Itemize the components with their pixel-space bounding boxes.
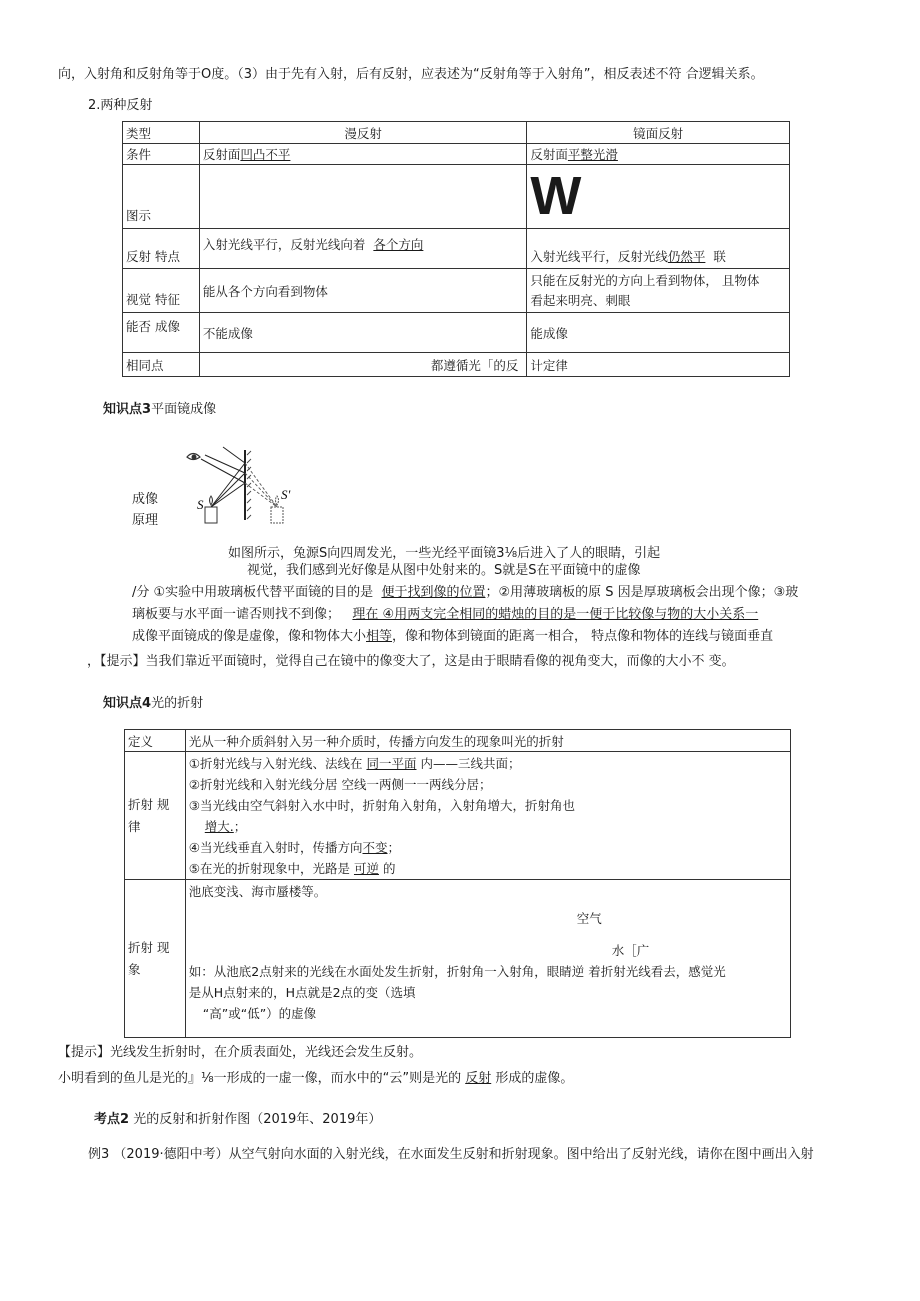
section-heading: 2.两种反射 [88,98,153,113]
header-diffuse: 漫反射 [199,122,526,144]
method-line-3: 成像平面镜成的像是虚像，像和物体大小相等，像和物体到镜面的距离一相合， 特点像和物体的连线与镜面垂直 [132,629,774,644]
cell-figure-diffuse [199,165,526,229]
kp4-heading: 知识点4光的折射 [103,696,204,711]
candle-left [205,496,217,523]
law-line-2: ②折射光线和入射光线分居 空线一两侧一一两线分居； [188,777,492,792]
row-label-condition: 条件 [123,144,200,165]
example-3: 例3 （2019·德阳中考）从空气射向水面的入射光线，在水面发生反射和折射现象。图中给出了反射光线，请你在图中画出入射 [88,1147,814,1162]
law-line-6: ⑤在光的折射现象中，光路是 可逆 的 [188,861,396,876]
label-S-prime: S' [281,487,291,502]
eye-icon [187,454,200,460]
cell-common-specular: 计定律 [527,353,790,377]
law-line-1: ①折射光线与入射光线、法线在 同一平面 内——三线共面； [188,756,521,771]
principle-label-1: 成像 [132,492,159,507]
row-label-definition: 定义 [125,730,186,752]
cell-common-diffuse: 都遵循光「的反 [199,353,526,377]
continuation-text: 向，入射角和反射角等于O度。（3）由于先有入射，后有反射，应表述为“反射角等于入射角”，相反表述不符 合逻辑关系。 [58,67,764,82]
method-line-2: 璃板要与水平面一谑否则找不到像； 理在 ④用两支完全相同的蜡烛的目的是一便于比较像与物的大小关系一 [132,607,759,622]
principle-label-2: 原理 [132,513,159,528]
row-label-figure: 图示 [123,165,200,229]
exam-point-2-heading: 考点2 光的反射和折射作图（2019年、2019年） [94,1112,382,1127]
law-line-5: ④当光线垂直入射时，传播方向不变； [188,840,401,855]
law-line-4: 增大.； [204,819,247,834]
figure-label-air: 空气 [576,911,602,926]
refraction-table [124,729,791,1038]
cell-definition: 光从一种介质斜射入另一种介质时，传播方向发生的现象叫光的折射 [185,730,790,752]
row-label-vision: 视觉 特征 [123,269,200,313]
principle-desc-2: 视觉，我们感到光好像是从图中处射来的。S就是S在平面镜中的虚像 [247,563,641,578]
plane-mirror-figure [183,445,303,525]
row-label-law: 折射 规律 [125,752,186,880]
cell-condition-diffuse: 反射面凹凸不平 [199,144,526,165]
cell-phenomenon: 池底变浅、海市蜃楼等。 空气 水［广 如：从池底2点射来的光线在水面处发生折射，折射角一入射角，眼睛逆 着折射光线看去，感觉光 是从H点射来的，H点就是2点的变（选填 “高”或“低”）的虚像 [185,880,790,1038]
tip-2: 【提示】光线发生折射时，在介质表面处，光线还会发生反射。 [58,1045,423,1060]
law-line-3: ③当光线由空气斜射入水中时，折射角入射角，入射角增大，折射角也 [188,798,575,813]
cell-law [185,752,790,880]
row-label-feature: 反射 特点 [123,229,200,269]
cell-condition-specular: 反射面平整光滑 [527,144,790,165]
cell-figure-specular [527,165,790,229]
cell-feature-specular: 入射光线平行，反射光线仍然平 联 [527,229,790,269]
kp3-heading: 知识点3平面镜成像 [103,402,217,417]
method-line-1: /分 ①实验中用玻璃板代替平面镜的目的是 便于找到像的位置；②用薄玻璃板的原 S 因是厚玻璃板会出现个像；③玻 [132,585,799,600]
cell-vision-specular: 只能在反射光的方向上看到物体， 且物体 看起来明亮、刺眼 [527,269,790,313]
tip-1: ，【提示】当我们靠近平面镜时，觉得自己在镜中的像变大了，这是由于眼睛看像的视角变大，而像的大小不 变。 [87,654,735,669]
cell-vision-diffuse: 能从各个方向看到物体 [199,269,526,313]
principle-desc-1: 如图所示，兔源S向四周发光，一些光经平面镜3⅛后进入了人的眼睛，引起 [228,546,661,561]
cell-imaging-specular: 能成像 [527,313,790,353]
figure-label-water: 水［广 [611,943,650,958]
reflection-table [122,121,790,377]
label-S: S [197,497,204,512]
light-rays [201,447,245,507]
header-specular: 镜面反射 [527,122,790,144]
fish-sentence: 小明看到的鱼儿是光的』⅛一形成的一虚一像，而水中的“云”则是光的 反射 形成的虚像。 [58,1071,574,1086]
cell-imaging-diffuse: 不能成像 [199,313,526,353]
row-label-common: 相同点 [123,353,200,377]
cell-feature-diffuse: 入射光线平行，反射光线向着 各个方向 [199,229,526,269]
specular-reflection-figure: W [530,166,580,226]
row-label-imaging: 能否 成像 [123,313,200,353]
row-label-phenomenon: 折射 现象 [125,880,186,1038]
header-type: 类型 [123,122,200,144]
